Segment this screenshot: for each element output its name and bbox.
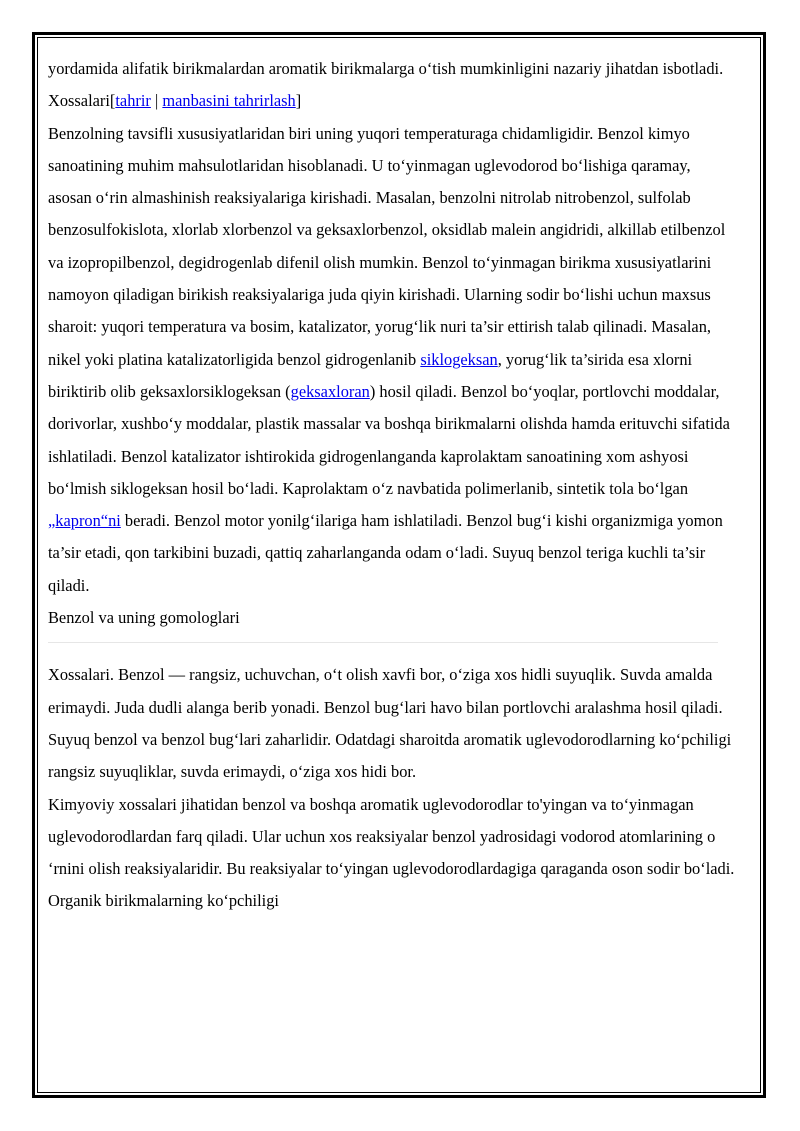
edit-bracket-open: [ <box>109 91 116 111</box>
section-heading-gomologlar: Benzol va uning gomologlari <box>48 608 240 628</box>
edit-bracket-close: ] <box>295 91 302 111</box>
paragraph-text-part: , yorug‘lik ta’sirida esa xlorni biriktirib olib geksaxlorsiklogeksan ( <box>48 349 693 401</box>
link-siklogeksan[interactable]: siklogeksan <box>420 349 498 369</box>
link-kapron[interactable]: „kapron“ni <box>48 511 121 531</box>
edit-separator: | <box>150 91 163 111</box>
heading-text: Xossalari <box>48 91 110 111</box>
horizontal-divider <box>48 642 718 643</box>
edit-source-link[interactable]: manbasini tahrirlash <box>162 91 296 111</box>
section-heading-xossalari <box>48 85 738 117</box>
paragraph-text-part: ) hosil qiladi. Benzol bo‘yoqlar, portlovchi moddalar, dorivorlar, xushbo‘y moddalar, plastik massalar va boshqa birikmalarni olishda hamda erituvchi sifatida ishlatiladi. Benzol katalizator ishtirokida gidrogenlanganda kaprolaktam sanoatining xom ashyosi bo‘lmish siklogeksan hosil bo‘ladi. Kaprolaktam o‘z navbatida polimerlanib, sintetik tola bo‘lgan <box>48 381 730 498</box>
paragraph-intro: yordamida alifatik birikmalardan aromatik birikmalarga o‘tish mumkinligini nazariy jihatdan isbotladi. <box>48 59 724 78</box>
link-geksaxloran[interactable]: geksaxloran <box>290 381 370 401</box>
document-body <box>48 53 738 918</box>
edit-link[interactable]: tahrir <box>115 91 151 111</box>
paragraph-chemical-properties: Kimyoviy xossalari jihatidan benzol va boshqa aromatik uglevodorodlar to'yingan va to‘yinmagan uglevodorodlardan farq qiladi. Ular uchun xos reaksiyalar benzol yadrosidagi vodorod atomlarining o ‘rnini olish reaksiyalaridir. Bu reaksiyalar to‘yingan uglevodorodlardagiga qaraganda oson sodir bo‘ladi. Organik birikmalarning ko‘pchiligi <box>48 794 735 911</box>
paragraph-physical-properties: Xossalari. Benzol — rangsiz, uchuvchan, o‘t olish xavfi bor, o‘ziga xos hidli suyuqlik. Suvda amalda erimaydi. Juda dudli alanga berib yonadi. Benzol bug‘lari havo bilan portlovchi aralashma hosil qiladi. Suyuq benzol va benzol bug‘lari zaharlidir. Odatdagi sharoitda aromatik uglevodorodlarning ko‘pchiligi rangsiz suyuqliklar, suvda erimaydi, o‘ziga xos hidi bor. <box>48 665 732 782</box>
paragraph-properties <box>48 118 738 602</box>
paragraph-text-part: Benzolning tavsifli xususiyatlaridan biri uning yuqori temperaturaga chidamligidir. Benzol kimyo sanoatining muhim mahsulotlaridan hisoblanadi. U to‘yinmagan uglevodorod bo‘lishiga qaramay, asosan o‘rin almashinish reaksiyalariga kirishadi. Masalan, benzolni nitrolab nitrobenzol, sulfolab benzosulfokislota, xlorlab xlorbenzol va geksaxlorbenzol, oksidlab malein angidridi, alkillab etilbenzol va izopropilbenzol, degidrogenlab difenil olish mumkin. Benzol to‘yinmagan birikma xususiyatlarini namoyon qiladigan birikish reaksiyalariga juda qiyin kirishadi. Ularning sodir bo‘lishi uchun maxsus sharoit: yuqori temperatura va bosim, katalizator, yorug‘lik nuri ta’sir ettirish talab qilinadi. Masalan, nikel yoki platina katalizatorligida benzol gidrogenlanib <box>48 123 726 369</box>
paragraph-text-part: beradi. Benzol motor yonilg‘ilariga ham ishlatiladi. Benzol bug‘i kishi organizmiga yomon ta’sir etadi, qon tarkibini buzadi, qattiq zaharlanganda odam o‘ladi. Suyuq benzol teriga kuchli ta’sir qiladi. <box>48 511 723 595</box>
